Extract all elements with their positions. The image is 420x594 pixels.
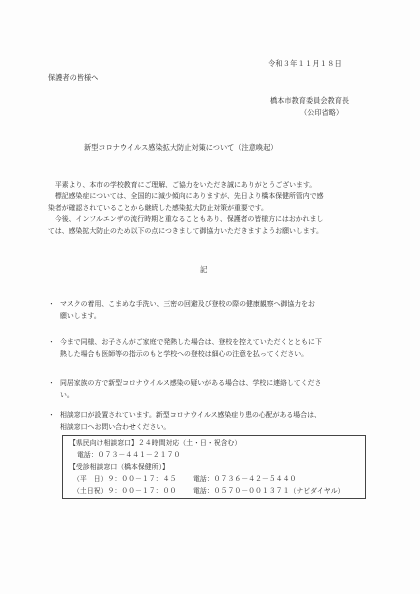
notice-recipient: 保護者の皆様へ <box>48 73 99 82</box>
body-line: ては、感染拡大防止のため以下の点につきまして御協力いただきますようお願いします。 <box>48 226 323 235</box>
bullet-line: 相談窓口が設置されています。新型コロナウイルス感染症り患の心配がある場合は、 <box>60 411 321 419</box>
bullet-mark: ・ <box>48 300 55 308</box>
consult-line-health-center: 【受診相談窓口（橋本保健所）】 <box>69 463 169 471</box>
bullet-mark: ・ <box>48 338 55 346</box>
consultation-box <box>62 435 366 499</box>
consult-line-prefecture: 【県民向け相談窓口】２４時間対応（土・日・祝含む） <box>69 439 242 447</box>
notice-title: 新型コロナウイルス感染拡大防止対策について（注意喚起） <box>84 143 278 152</box>
consult-weekday-phone: 電話：０７３６－４２－５４４０ <box>193 475 297 483</box>
body-line: 染者が確認されていることから継続した感染拡大防止対策が重要です。 <box>48 203 268 212</box>
bullet-mark: ・ <box>48 379 55 387</box>
consult-weekday-hours: （平 日）９：００－１７：４５ <box>73 475 177 483</box>
bullet-line: マスクの着用、こまめな手洗い、三密の回避及び登校の際の健康観察へ御協力をお <box>60 300 315 308</box>
bullet-line: 同居家族の方で新型コロナウイルス感染の疑いがある場合は、学校に連絡してくださ <box>60 379 322 387</box>
consult-phone-prefecture: 電話：０７３－４４１－２１７０ <box>77 451 181 459</box>
bullet-line: 今まで同様、お子さんがご家庭で発熱した場合は、登校を控えていただくとともに下 <box>60 338 322 346</box>
bullet-mark: ・ <box>48 411 55 419</box>
bullet-line: 相談窓口へお問い合わせください。 <box>60 423 171 432</box>
ki-heading: 記 <box>200 265 208 274</box>
body-line: 今後、インフルエンザの流行時期と重なることもあり、保護者の皆様方にはおかれまし <box>48 215 324 224</box>
body-line: 標記感染症については、全国的に減少傾向にありますが、先日より橋本保健所管内で感 <box>48 192 324 201</box>
seal-omitted-note: （公印省略） <box>300 108 344 117</box>
bullet-line: 願いします。 <box>60 312 101 321</box>
notice-date: 令和３年１１月１８日 <box>268 59 342 68</box>
bullet-line: い。 <box>60 391 74 400</box>
consult-holiday-hours: （土日祝）９：００－１７：００ <box>73 487 177 495</box>
body-line: 平素より、本市の学校教育にご理解、ご協力をいただき誠にありがとうございます。 <box>48 181 317 189</box>
notice-issuer: 橋本市教育委員会教育長 <box>270 96 350 105</box>
body-paragraphs <box>48 180 323 237</box>
bullet-line: 熱した場合も医師等の指示のもと学校への登校は細心の注意を払ってください。 <box>60 350 309 359</box>
consult-holiday-phone: 電話：０５７０－００１３７１（ナビダイヤル） <box>193 487 345 495</box>
